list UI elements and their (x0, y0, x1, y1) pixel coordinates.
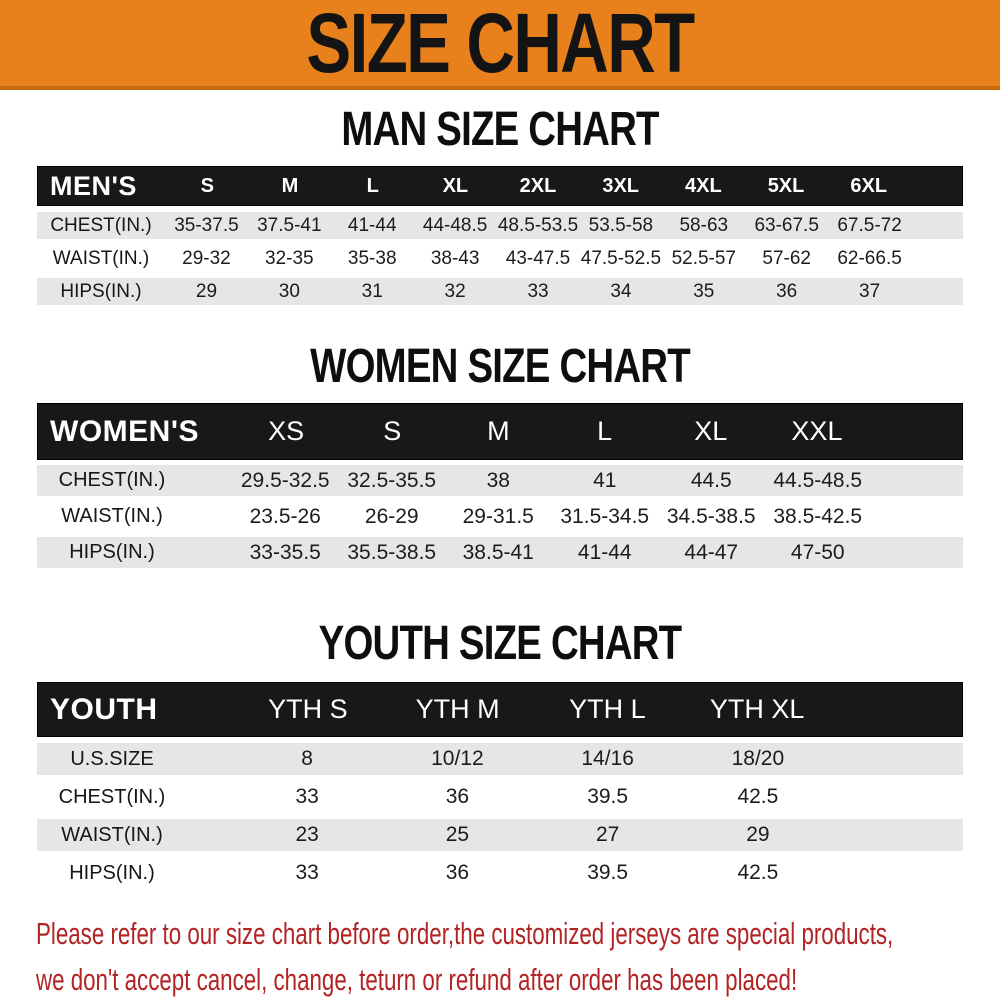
row-label: WAIST(IN.) (61, 823, 163, 846)
women-section-title: WOMEN SIZE CHART (310, 340, 690, 393)
size-value-cell: 37 (859, 280, 881, 302)
table-row (37, 245, 963, 272)
column-header: XL (442, 174, 469, 197)
size-value-cell: 44.5 (690, 468, 732, 492)
column-header: 4XL (685, 174, 722, 197)
table-row (37, 819, 963, 851)
size-value-cell: 29-32 (182, 247, 231, 269)
size-value-cell: 23.5-26 (249, 504, 321, 528)
size-value-cell: 35.5-38.5 (347, 540, 437, 564)
size-value-cell: 38-43 (430, 247, 480, 269)
column-header: S (383, 416, 402, 446)
youth-section-title: YOUTH SIZE CHART (318, 617, 682, 670)
column-header: 5XL (767, 174, 805, 197)
row-label: HIPS(IN.) (69, 861, 155, 884)
size-value-cell: 34 (610, 280, 632, 302)
size-value-cell: 48.5-53.5 (497, 214, 579, 236)
size-value-cell: 53.5-58 (588, 214, 654, 236)
table-row (37, 857, 963, 889)
footer-note (36, 915, 1000, 999)
size-value-cell: 32-35 (265, 247, 314, 269)
size-value-cell: 36 (776, 280, 798, 302)
size-value-cell: 44-48.5 (422, 214, 488, 236)
table-row (37, 212, 963, 239)
size-value-cell: 23 (295, 823, 319, 846)
size-value-cell: 41-44 (577, 540, 632, 564)
men-size-table (37, 166, 963, 305)
size-value-cell: 36 (445, 785, 470, 808)
column-header: YTH L (569, 694, 646, 724)
size-value-cell: 35-38 (347, 247, 397, 269)
column-header: 3XL (602, 174, 640, 197)
column-header: XL (694, 416, 728, 446)
size-value-cell: 41-44 (347, 214, 397, 236)
size-value-cell: 44-47 (684, 540, 739, 564)
size-value-cell: 38.5-41 (462, 540, 534, 564)
row-label: WAIST(IN.) (61, 505, 163, 527)
row-label: HIPS(IN.) (69, 541, 155, 563)
size-value-cell: 37.5-41 (257, 214, 322, 236)
table-row (37, 743, 963, 775)
size-value-cell: 33 (527, 280, 549, 302)
size-value-cell: 57-62 (762, 247, 811, 269)
row-label: HIPS(IN.) (60, 280, 142, 302)
size-value-cell: 29 (195, 280, 218, 302)
banner-title: SIZE CHART (306, 0, 694, 90)
row-label: CHEST(IN.) (58, 785, 166, 808)
size-value-cell: 47.5-52.5 (580, 247, 662, 269)
section-men (0, 103, 1000, 305)
table-header-band (37, 682, 963, 737)
column-header: L (597, 416, 613, 446)
section-youth (0, 617, 1000, 889)
size-value-cell: 29-31.5 (462, 504, 534, 528)
table-row (37, 781, 963, 813)
row-label: CHEST(IN.) (50, 214, 152, 236)
size-value-cell: 43-47.5 (505, 247, 571, 269)
row-label: WAIST(IN.) (52, 247, 150, 269)
size-value-cell: 29.5-32.5 (240, 468, 330, 492)
size-value-cell: 29 (746, 823, 770, 846)
footer-note-line-2: we don't accept cancel, change, teturn or refund after order has been placed! (36, 962, 798, 997)
size-value-cell: 42.5 (737, 785, 779, 808)
footer-note-line-1: Please refer to our size chart before order,the customized jerseys are special products, (36, 916, 894, 951)
youth-size-table (37, 682, 963, 889)
size-value-cell: 39.5 (587, 785, 629, 808)
size-value-cell: 34.5-38.5 (666, 504, 756, 528)
column-header: XXL (791, 416, 843, 446)
size-value-cell: 58-63 (679, 214, 729, 236)
size-value-cell: 41 (593, 468, 617, 492)
size-value-cell: 62-66.5 (837, 247, 902, 269)
size-value-cell: 32.5-35.5 (347, 468, 437, 492)
table-corner-label: YOUTH (50, 692, 158, 726)
table-row (37, 537, 963, 568)
section-women (0, 340, 1000, 568)
table-header-band (37, 166, 963, 206)
size-value-cell: 30 (278, 280, 300, 302)
size-value-cell: 39.5 (587, 861, 629, 884)
column-header: M (487, 416, 510, 446)
column-header: XS (268, 416, 305, 446)
column-header: S (200, 174, 214, 197)
table-corner-label: MEN'S (50, 170, 137, 201)
row-label: CHEST(IN.) (58, 469, 166, 491)
size-value-cell: 35 (693, 280, 715, 302)
size-value-cell: 67.5-72 (837, 214, 902, 236)
column-header: YTH M (415, 694, 500, 724)
table-header-band (37, 403, 963, 460)
size-value-cell: 14/16 (581, 747, 634, 770)
men-section-title: MAN SIZE CHART (341, 103, 659, 156)
size-value-cell: 38.5-42.5 (773, 504, 863, 528)
size-value-cell: 18/20 (731, 747, 785, 770)
size-value-cell: 25 (445, 823, 470, 846)
size-value-cell: 52.5-57 (671, 247, 737, 269)
size-value-cell: 42.5 (737, 861, 779, 884)
table-row (37, 278, 963, 305)
size-value-cell: 31 (361, 280, 383, 302)
size-value-cell: 33 (295, 785, 319, 808)
column-header: 6XL (850, 174, 888, 197)
column-header: YTH S (268, 694, 348, 724)
column-header: YTH XL (709, 694, 805, 724)
size-value-cell: 33-35.5 (249, 540, 321, 564)
banner (0, 0, 1000, 90)
table-corner-label: WOMEN'S (50, 414, 199, 448)
women-size-table (37, 403, 963, 568)
size-value-cell: 31.5-34.5 (560, 504, 650, 528)
size-value-cell: 63-67.5 (754, 214, 819, 236)
column-header: M (281, 174, 299, 197)
size-value-cell: 35-37.5 (174, 214, 239, 236)
column-header: L (366, 174, 379, 197)
column-header: 2XL (519, 174, 557, 197)
size-value-cell: 33 (295, 861, 319, 884)
size-value-cell: 47-50 (790, 540, 845, 564)
size-value-cell: 32 (444, 280, 466, 302)
size-value-cell: 26-29 (364, 504, 419, 528)
size-value-cell: 44.5-48.5 (773, 468, 863, 492)
row-label: U.S.SIZE (70, 747, 154, 770)
table-row (37, 501, 963, 532)
size-value-cell: 10/12 (431, 747, 484, 770)
size-value-cell: 8 (301, 747, 313, 770)
table-row (37, 465, 963, 496)
size-value-cell: 36 (445, 861, 470, 884)
size-value-cell: 38 (486, 468, 510, 492)
size-value-cell: 27 (595, 823, 620, 846)
